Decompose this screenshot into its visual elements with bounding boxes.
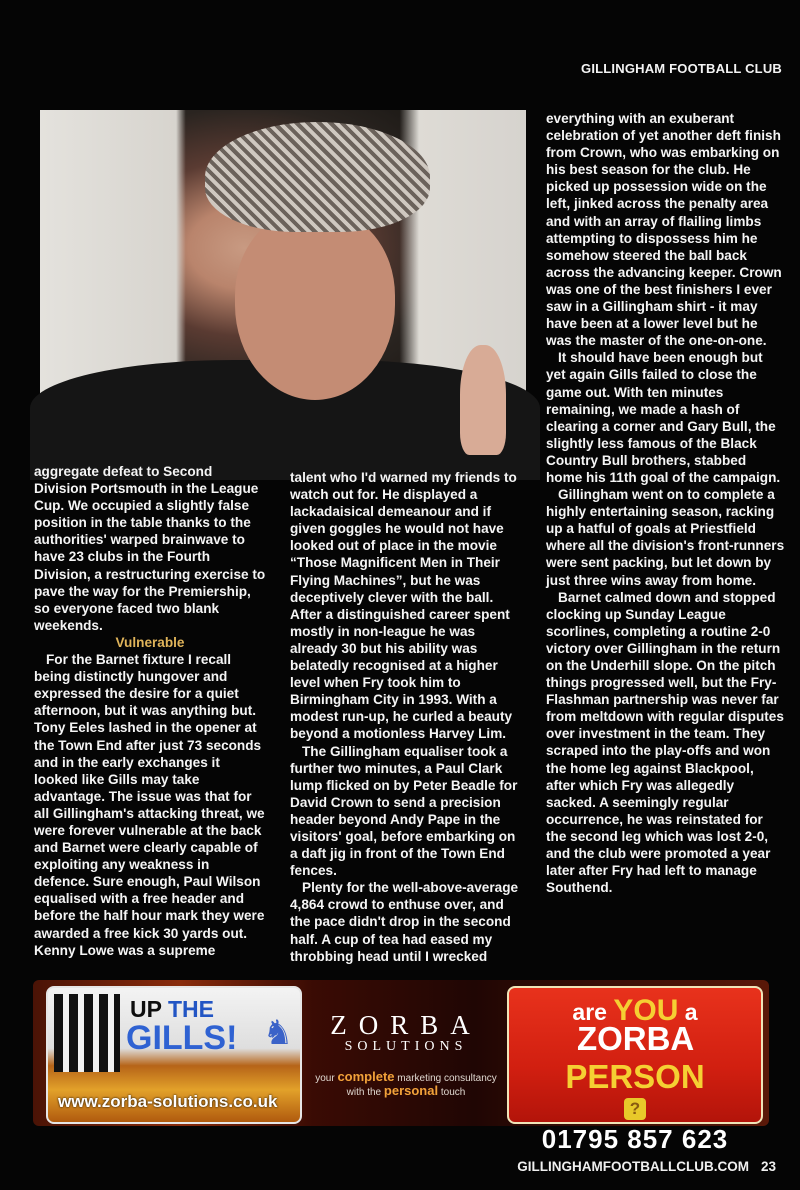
zorba-person-advert [507, 986, 763, 1154]
paragraph: Gillingham went on to complete a highly entertaining season, racking up a hatful of goals at Priestfield where all the division's front-runners were sent packing, but let down by just three wins away from home. [546, 487, 785, 588]
up-word: UP [130, 996, 162, 1022]
person-word: PERSON [565, 1058, 705, 1095]
zorba-wordmark: ZORBA [330, 1010, 482, 1040]
gills-text: GILLS! [126, 1019, 238, 1057]
zorba-tagline [311, 1071, 501, 1099]
paragraph: The Gillingham equaliser took a further two minutes, a Paul Clark lump flicked on by Peter Beadle for David Crown to send a precision header beyond Andy Pape in the visitors' goal, before embarking on a daft jig in front of the Town End fences. [290, 743, 518, 879]
you-word: YOU [613, 994, 679, 1027]
article-column-2 [290, 469, 522, 965]
zorba-solutions-logo [311, 1010, 501, 1099]
paragraph: Plenty for the well-above-average 4,864 crowd to enthuse over, and the pace didn't drop in the second half. A cup of tea had eased my throbbing head until I wrecked [290, 880, 519, 964]
zorba-word: ZORBA [576, 1020, 694, 1057]
white-horse-icon: ♞ [262, 1014, 294, 1052]
paragraph: aggregate defeat to Second Division Portsmouth in the League Cup. We occupied a slightly false position in the table thanks to the authorities' warped brainwave to have 23 clubs in the Fourth Division, a restructuring exercise to pave the way for the Premiership, so everyone faced two blank weekends. [34, 464, 266, 633]
website-link[interactable]: www.zorba-solutions.co.uk [58, 1092, 278, 1111]
article-column-3 [546, 110, 786, 896]
paragraph: Barnet calmed down and stopped clocking up Sunday League scorlines, completing a routine 2-0 victory over Gillingham in the return on the Underhill slope. On the pitch things progressed well, but the Fry-Flashman partnership was never far from meltdown with regular disputes over investment in the team. They scraped into the play-offs and won the home leg against Blackpool, after which Fry was allegedly sacked. A seemingly regular occurrence, he was reinstated for the second leg which was lost 2-0, and the club were promoted a year later after Fry had left to manage Southend. [546, 589, 784, 896]
footer-website[interactable]: GILLINGHAMFOOTBALLCLUB.COM [517, 1159, 749, 1174]
phone-number[interactable]: 01795 857 623 [541, 1124, 729, 1154]
paragraph: For the Barnet fixture I recall being distinctly hungover and expressed the desire for a quiet afternoon, but it was anything but. Tony Eeles lashed in the opener at the Town End after just 73 seconds and in the early exchanges it looked like Gills may take advantage. The issue was that for all Gillingham's attacking threat, we were forever vulnerable at the back and Barnet were clearly capable of exploiting any weakness in defence. Sure enough, Paul Wilson equalised with a free header and before the half hour mark they were awarded a free kick 30 yards out. Kenny Lowe was a supreme [34, 652, 265, 958]
article-column-1 [34, 463, 266, 959]
subheading: Vulnerable [115, 634, 185, 650]
are-word: are [572, 999, 607, 1025]
paragraph: talent who I'd warned my friends to watch out for. He displayed a lackadaisical demeanour and if given goggles he would not have looked out of place in the movie “Those Magnificent Men in Their Flying Machines”, but he was deceptively clever with the ball. After a distinguished career spent mostly in non-league he was already 30 but his ability was belatedly recognised at a higher level when Fry took him to Birmingham City in 1993. With a modest run-up, he curled a beauty beyond a motionless Harvey Lim. [290, 470, 517, 742]
manager-photo [40, 110, 526, 455]
tag-mid: marketing consultancy [397, 1073, 497, 1084]
advert-banner [33, 980, 769, 1154]
tag-touch: touch [440, 1087, 466, 1098]
page-footer [517, 1159, 776, 1174]
up-the-gills-advert [46, 986, 302, 1124]
question-mark-icon: ? [624, 1098, 646, 1120]
paragraph: everything with an exuberant celebration of yet another deft finish from Crown, who was embarking on his best season for the club. He picked up possession wide on the left, jinked across the penalty area and with an array of flailing limbs attempting to dispossess him he somehow steered the ball back across the advancing keeper. Crown was one of the best finishers I ever saw in a Gillingham shirt - it may have been at a lower level but he was the master of the one-on-one. [546, 111, 782, 349]
the-word: THE [167, 996, 214, 1022]
photo-flat-cap [205, 122, 430, 232]
photo-face [235, 210, 395, 400]
striped-shirt-graphic [54, 994, 120, 1072]
tag-personal: personal [383, 1083, 439, 1098]
tag-complete: complete [337, 1069, 395, 1084]
page-number: 23 [760, 1159, 776, 1174]
a-word: a [684, 999, 698, 1025]
tag-with: with the [346, 1087, 382, 1098]
solutions-wordmark: SOLUTIONS [344, 1039, 468, 1054]
zorba-person-text [509, 1020, 761, 1096]
paragraph: It should have been enough but yet again Gills failed to close the game out. With ten minutes remaining, we made a hash of clearing a corner and Gary Bull, the slightly less famous of the Black Country Bull brothers, stabbed home his 11th goal of the campaign. [546, 350, 781, 485]
tag-your: your [315, 1073, 335, 1084]
running-header: GILLINGHAM FOOTBALL CLUB [581, 61, 782, 76]
photo-thumbs-up [460, 345, 506, 455]
